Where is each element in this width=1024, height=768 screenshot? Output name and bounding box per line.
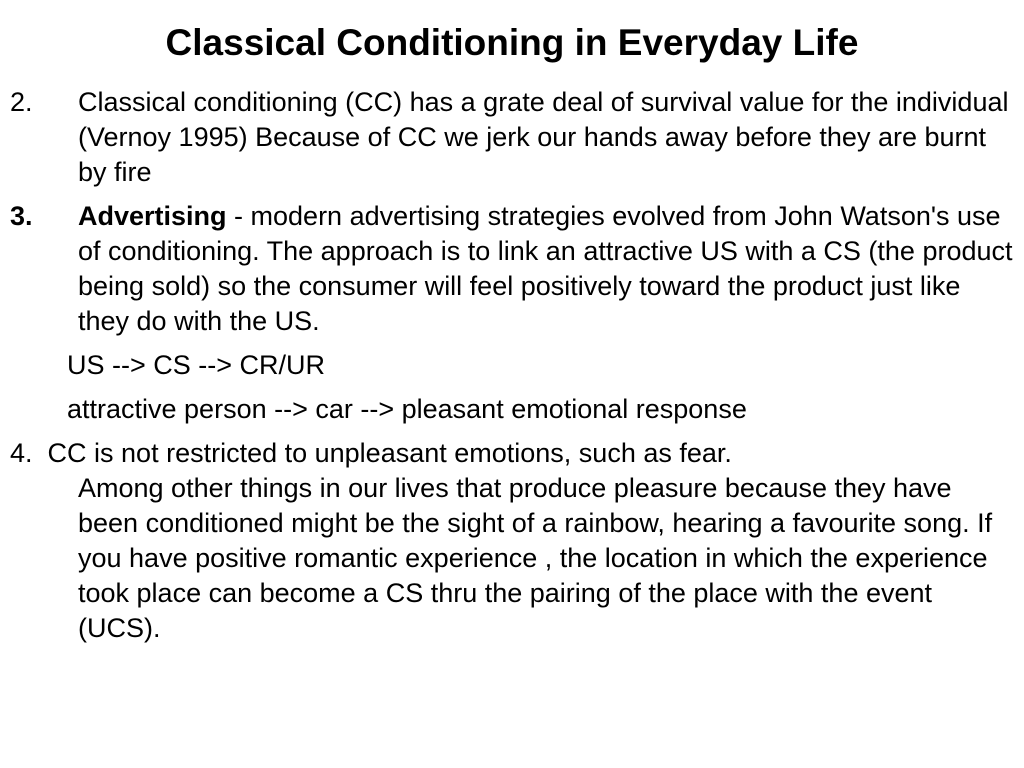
list-item-number: 3. [10,201,33,231]
list-item-number: 2. [10,87,33,117]
list-item-4-continuation: Among other things in our lives that produce pleasure because they have been conditioned might be the sight of a rainbow, hearing a favourite song. If you have positive romantic experience , the location in which the experience took place can become a CS thru the pairing of the place with the event (UCS). [78,473,993,643]
slide-title: Classical Conditioning in Everyday Life [165,22,859,63]
flow-line-2: attractive person --> car --> pleasant emotional response [67,394,747,424]
list-item-text: - modern advertising strategies evolved from John Watson's use of conditioning. The approach is to link an attractive US with a CS (the product being sold) so the consumer will feel positively toward the product just like they do with the US. [78,201,1013,336]
list-item-text: Classical conditioning (CC) has a grate deal of survival value for the individual (Vernoy 1995) Because of CC we jerk our hands away before they are burnt by fire [78,87,1009,187]
list-item-2 [10,85,1015,190]
list-item-3 [10,199,1015,339]
list-item-text: CC is not restricted to unpleasant emotions, such as fear. [47,438,732,468]
list-item-lead: Advertising [78,201,227,231]
list-item-number: 4. [10,438,33,468]
list-item-4 [10,436,1015,646]
slide-content [10,85,1015,646]
list-item-4-first-line [10,436,1015,471]
flow-line-1: US --> CS --> CR/UR [67,350,326,380]
